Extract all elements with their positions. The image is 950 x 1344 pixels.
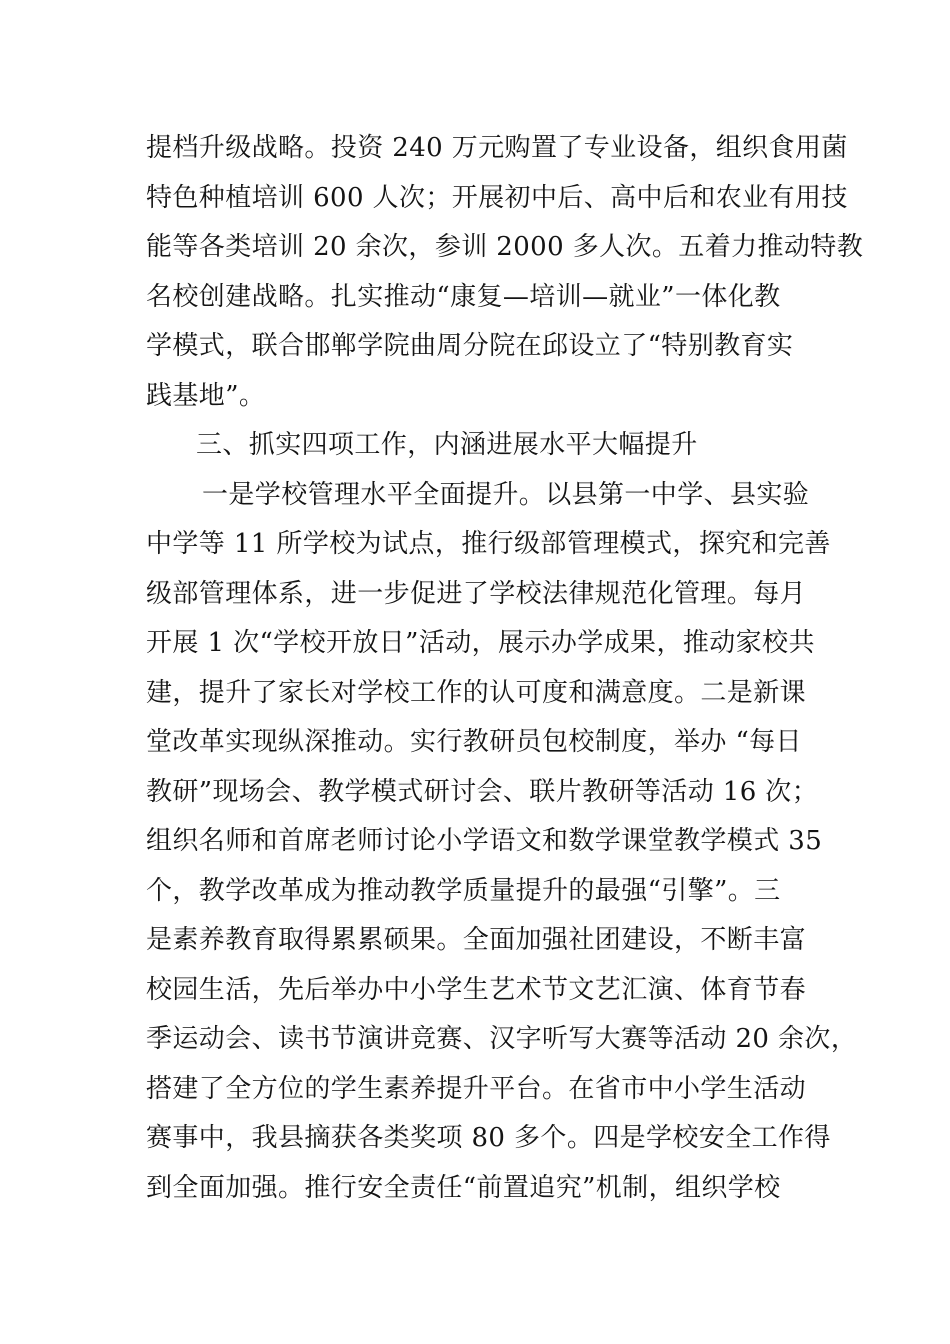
document-body (146, 124, 864, 1213)
body-line: 校园生活，先后举办中小学生艺术节文艺汇演、体育节春 (146, 974, 807, 1005)
body-line: 建，提升了家长对学校工作的认可度和满意度。二是新课 (146, 677, 807, 708)
body-line: 堂改革实现纵深推动。实行教研员包校制度，举办 “每日 (146, 727, 802, 757)
body-line: 学模式，联合邯郸学院曲周分院在邱设立了“特别教育实 (146, 331, 794, 361)
body-line: 赛事中，我县摘获各类奖项 80 多个。四是学校安全工作得 (146, 1123, 831, 1153)
body-line: 个，教学改革成为推动教学质量提升的最强“引擎”。三 (146, 875, 781, 906)
body-line: 级部管理体系，进一步促进了学校法律规范化管理。每月 (146, 578, 807, 609)
body-line: 教研”现场会、教学模式研讨会、联片教研等活动 16 次； (146, 776, 819, 807)
body-line: 开展 1 次“学校开放日”活动，展示办学成果，推动家校共 (146, 628, 815, 658)
body-line: 提档升级战略。投资 240 万元购置了专业设备，组织食用菌 (146, 133, 848, 163)
body-line: 是素养教育取得累累硕果。全面加强社团建设，不断丰富 (146, 925, 807, 955)
body-line: 中学等 11 所学校为试点，推行级部管理模式，探究和完善 (146, 529, 831, 559)
body-line: 组织名师和首席老师讨论小学语文和数学课堂教学模式 35 (146, 826, 823, 856)
body-line: 季运动会、读书节演讲竞赛、汉字听写大赛等活动 20 余次， (146, 1024, 858, 1054)
body-line: 践基地”。 (146, 380, 266, 411)
body-line: 能等各类培训 20 余次，参训 2000 多人次。五着力推动特教 (146, 232, 864, 262)
paragraph-first-line: 一是学校管理水平全面提升。以县第一中学、县实验 (202, 479, 810, 510)
section-heading: 三、抓实四项工作，内涵进展水平大幅提升 (196, 430, 698, 460)
body-line: 搭建了全方位的学生素养提升平台。在省市中小学生活动 (146, 1073, 807, 1104)
body-line: 到全面加强。推行安全责任“前置追究”机制，组织学校 (146, 1172, 781, 1203)
body-line: 名校创建战略。扎实推动“康复—培训—就业”一体化教 (146, 281, 781, 312)
body-line: 特色种植培训 600 人次；开展初中后、高中后和农业有用技 (146, 182, 848, 213)
